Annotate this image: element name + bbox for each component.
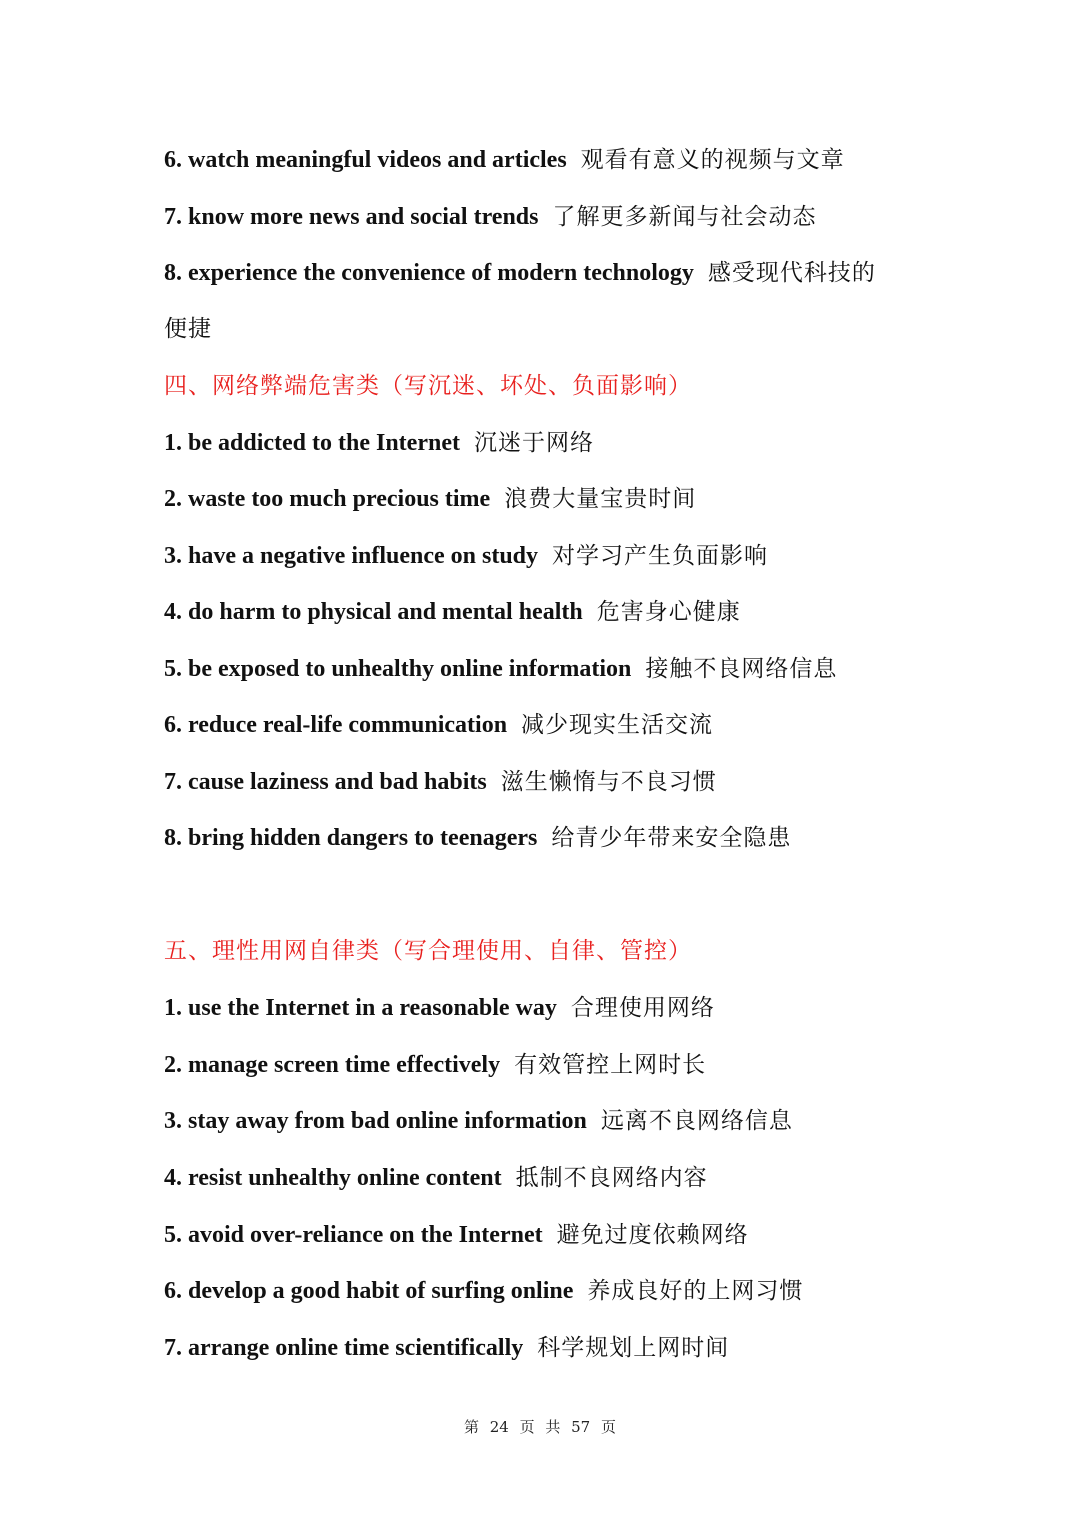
list-item	[164, 202, 816, 232]
list-item	[164, 823, 791, 853]
phrase-chinese: 接触不良网络信息	[645, 656, 838, 682]
phrase-english: 3. have a negative influence on study	[164, 543, 539, 569]
phrase-english: 7. arrange online time scientifically	[164, 1335, 524, 1361]
phrase-chinese: 抵制不良网络内容	[515, 1165, 708, 1191]
section-heading: 五、理性用网自律类（写合理使用、自律、管控）	[164, 938, 692, 964]
phrase-chinese-continuation: 便捷	[164, 316, 212, 342]
page-number-footer: 第 24 页 共 57 页	[463, 1418, 616, 1436]
phrase-chinese: 观看有意义的视频与文章	[580, 147, 845, 173]
phrase-english: 1. be addicted to the Internet	[164, 430, 460, 456]
phrase-chinese: 合理使用网络	[570, 995, 715, 1021]
phrase-chinese: 感受现代科技的	[707, 260, 876, 286]
list-item	[164, 145, 845, 175]
list-item	[164, 993, 715, 1023]
phrase-english: 4. do harm to physical and mental health	[164, 599, 583, 625]
phrase-english: 7. cause laziness and bad habits	[164, 769, 487, 795]
phrase-english: 8. experience the convenience of modern technology	[164, 260, 694, 286]
phrase-chinese: 对学习产生负面影响	[552, 543, 769, 569]
list-item	[164, 258, 876, 288]
phrase-english: 6. watch meaningful videos and articles	[164, 147, 567, 173]
list-item	[164, 1276, 803, 1306]
phrase-chinese: 避免过度依赖网络	[556, 1222, 749, 1248]
list-item	[164, 597, 741, 627]
phrase-chinese: 了解更多新闻与社会动态	[552, 204, 817, 230]
list-item	[164, 484, 696, 514]
phrase-chinese: 有效管控上网时长	[514, 1052, 707, 1078]
list-item	[164, 710, 713, 740]
phrase-chinese: 远离不良网络信息	[600, 1108, 793, 1134]
phrase-english: 4. resist unhealthy online content	[164, 1165, 502, 1191]
phrase-english: 2. manage screen time effectively	[164, 1052, 501, 1078]
phrase-english: 2. waste too much precious time	[164, 486, 491, 512]
phrase-english: 6. reduce real-life communication	[164, 712, 508, 738]
phrase-chinese: 养成良好的上网习惯	[587, 1278, 804, 1304]
phrase-english: 7. know more news and social trends	[164, 204, 539, 230]
list-item	[164, 654, 837, 684]
list-item	[164, 541, 768, 571]
phrase-english: 1. use the Internet in a reasonable way	[164, 995, 557, 1021]
phrase-chinese: 沉迷于网络	[473, 430, 594, 456]
list-item	[164, 767, 717, 797]
list-item	[164, 1220, 749, 1250]
phrase-chinese: 减少现实生活交流	[521, 712, 714, 738]
phrase-english: 5. be exposed to unhealthy online information	[164, 656, 632, 682]
phrase-chinese: 危害身心健康	[596, 599, 741, 625]
list-item	[164, 428, 594, 458]
section-heading: 四、网络弊端危害类（写沉迷、坏处、负面影响）	[164, 373, 692, 399]
phrase-english: 5. avoid over-reliance on the Internet	[164, 1222, 543, 1248]
list-item	[164, 1106, 793, 1136]
phrase-chinese: 滋生懒惰与不良习惯	[500, 769, 717, 795]
phrase-english: 3. stay away from bad online information	[164, 1108, 587, 1134]
phrase-chinese: 给青少年带来安全隐患	[551, 825, 792, 851]
list-item	[164, 1050, 706, 1080]
phrase-english: 8. bring hidden dangers to teenagers	[164, 825, 538, 851]
phrase-english: 6. develop a good habit of surfing online	[164, 1278, 574, 1304]
phrase-chinese: 科学规划上网时间	[537, 1335, 730, 1361]
list-item	[164, 1163, 708, 1193]
phrase-chinese: 浪费大量宝贵时间	[504, 486, 697, 512]
list-item	[164, 1333, 729, 1363]
